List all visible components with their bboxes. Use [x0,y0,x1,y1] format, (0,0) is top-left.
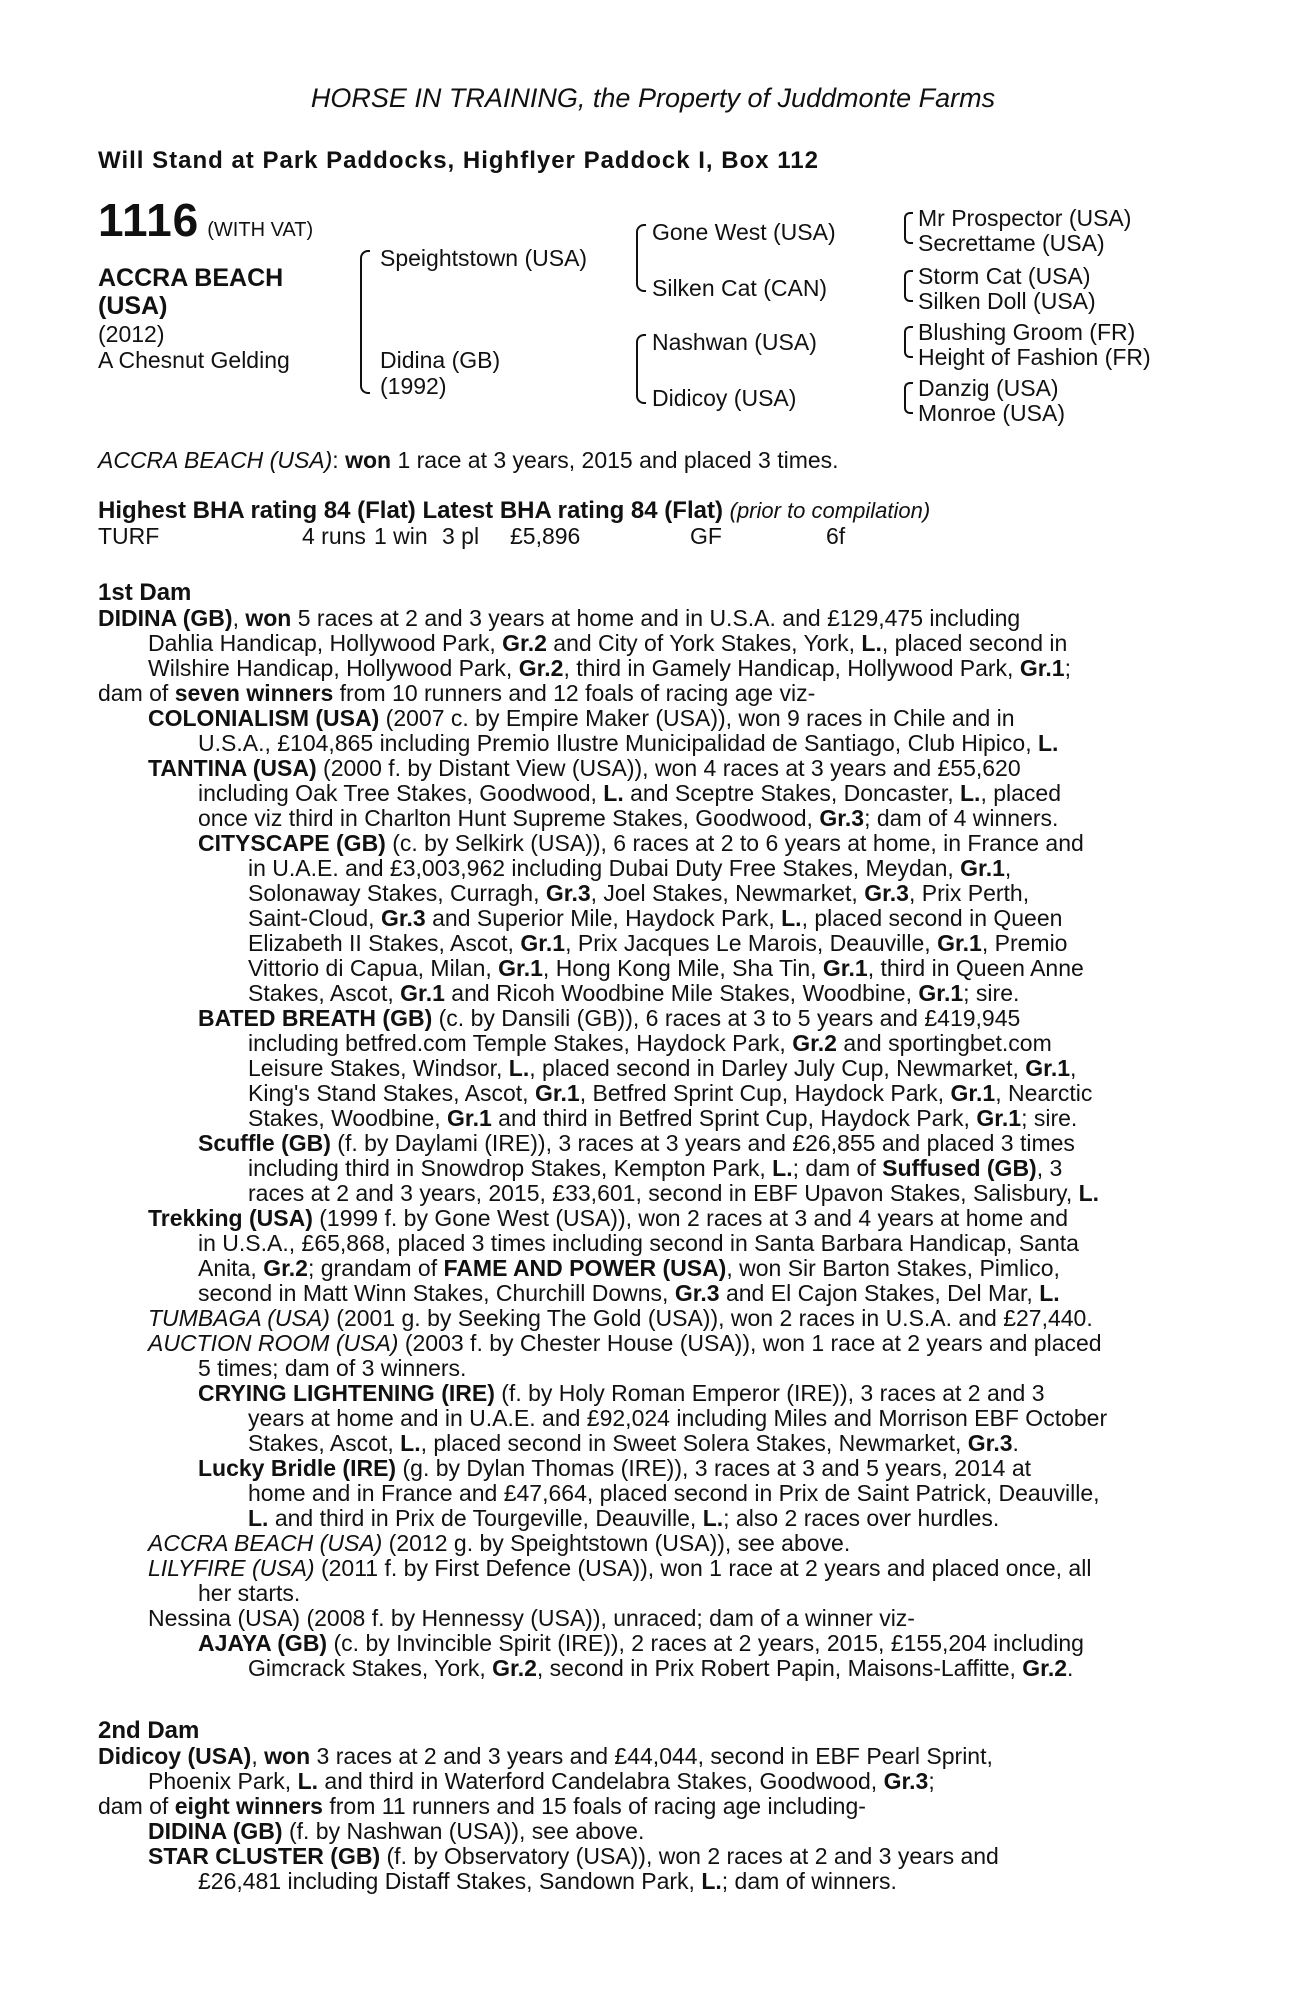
text-line: DIDINA (GB), won 5 races at 2 and 3 years at home and in U.S.A. and £129,475 including [98,605,1021,631]
text-line: home and in France and £47,664, placed second in Prix de Saint Patrick, Deauville, [248,1480,1100,1506]
pedigree-dss: Blushing Groom (FR) [918,319,1136,345]
text-line: Stakes, Ascot, Gr.1 and Ricoh Woodbine Mile Stakes, Woodbine, Gr.1; sire. [248,980,1020,1006]
pedigree-ds: Nashwan (USA) [652,329,817,355]
text-line: dam of seven winners from 10 runners and 12 foals of racing age viz- [98,680,816,706]
text-line: races at 2 and 3 years, 2015, £33,601, second in EBF Upavon Stakes, Salisbury, L. [248,1180,1100,1206]
pedigree-brace-4 [904,212,913,244]
pedigree-brace-3 [636,334,646,404]
text-line: Gimcrack Stakes, York, Gr.2, second in Prix Robert Papin, Maisons-Laffitte, Gr.2. [248,1655,1074,1681]
text-line: CITYSCAPE (GB) (c. by Selkirk (USA)), 6 races at 2 to 6 years at home, in France and [198,830,1084,856]
pedigree-brace-7 [904,382,913,414]
pedigree-brace-6 [904,326,913,358]
pedigree-dam-year: (1992) [380,373,447,399]
text-line: ACCRA BEACH (USA) (2012 g. by Speightstown (USA)), see above. [148,1530,851,1556]
race-summary: ACCRA BEACH (USA): won 1 race at 3 years, 2015 and placed 3 times. [98,447,839,473]
text-line: BATED BREATH (GB) (c. by Dansili (GB)), 6 races at 3 to 5 years and £419,945 [198,1005,1021,1031]
text-line: AUCTION ROOM (USA) (2003 f. by Chester House (USA)), won 1 race at 2 years and placed [148,1330,1102,1356]
text-line: Saint-Cloud, Gr.3 and Superior Mile, Haydock Park, L., placed second in Queen [248,905,1063,931]
lot-number: 1116 [98,194,200,246]
foaling-year: (2012) [98,321,165,347]
text-line: COLONIALISM (USA) (2007 c. by Empire Maker (USA)), won 9 races in Chile and in [148,705,1015,731]
bha-rating [98,498,930,523]
pedigree-sire: Speightstown (USA) [380,245,588,271]
text-line: including betfred.com Temple Stakes, Haydock Park, Gr.2 and sportingbet.com [248,1030,1052,1056]
text-line: Lucky Bridle (IRE) (g. by Dylan Thomas (IRE)), 3 races at 3 and 5 years, 2014 at [198,1455,1032,1481]
text-line: once viz third in Charlton Hunt Supreme Stakes, Goodwood, Gr.3; dam of 4 winners. [198,805,1059,831]
turf-wins: 1 win [374,523,428,549]
text-line: 5 times; dam of 3 winners. [198,1355,467,1381]
pedigree-brace-2 [636,224,646,292]
text-line: CRYING LIGHTENING (IRE) (f. by Holy Roman Emperor (IRE)), 3 races at 2 and 3 [198,1380,1045,1406]
text-line: second in Matt Winn Stakes, Churchill Downs, Gr.3 and El Cajon Stakes, Del Mar, L. [198,1280,1060,1306]
text-line: in U.A.E. and £3,003,962 including Dubai Duty Free Stakes, Meydan, Gr.1, [248,855,1012,881]
text-line: Anita, Gr.2; grandam of FAME AND POWER (USA), won Sir Barton Stakes, Pimlico, [198,1255,1060,1281]
text-line: Didicoy (USA), won 3 races at 2 and 3 years and £44,044, second in EBF Pearl Sprint, [98,1743,993,1769]
text-line: U.S.A., £104,865 including Premio Ilustre Municipalidad de Santiago, Club Hipico, L. [198,730,1059,756]
text-line: Phoenix Park, L. and third in Waterford Candelabra Stakes, Goodwood, Gr.3; [148,1768,935,1794]
pedigree-dsd: Height of Fashion (FR) [918,344,1151,370]
text-line: her starts. [198,1580,301,1606]
text-line: STAR CLUSTER (GB) (f. by Observatory (USA)), won 2 races at 2 and 3 years and [148,1843,999,1869]
text-line: Stakes, Ascot, L., placed second in Sweet Solera Stakes, Newmarket, Gr.3. [248,1430,1019,1456]
pedigree-brace-5 [904,270,913,302]
text-line: TUMBAGA (USA) (2001 g. by Seeking The Gold (USA)), won 2 races in U.S.A. and £27,440. [148,1305,1093,1331]
summary-text: 1 race at 3 years, 2015 and placed 3 times. [391,447,839,473]
text-line: Scuffle (GB) (f. by Daylami (IRE)), 3 races at 3 years and £26,855 and placed 3 times [198,1130,1075,1156]
second-dam-heading: 2nd Dam [98,1717,200,1744]
turf-runs: 4 runs [302,523,366,549]
first-dam-heading: 1st Dam [98,579,192,606]
pedigree-sdd: Silken Doll (USA) [918,288,1096,314]
summary-won: won [345,447,392,473]
text-line: Nessina (USA) (2008 f. by Hennessy (USA)), unraced; dam of a winner viz- [148,1605,915,1631]
text-line: LILYFIRE (USA) (2011 f. by First Defence (USA)), won 1 race at 2 years and placed once, all [148,1555,1092,1581]
turf-placed: 3 pl [442,523,480,549]
text-line: Vittorio di Capua, Milan, Gr.1, Hong Kong Mile, Sha Tin, Gr.1, third in Queen Anne [248,955,1084,981]
horse-name-line1: ACCRA BEACH [98,264,284,292]
turf-going: GF [690,523,722,549]
text-line: including third in Snowdrop Stakes, Kempton Park, L.; dam of Suffused (GB), 3 [248,1155,1063,1181]
horse-name [98,264,328,320]
vat-note: (WITH VAT) [207,219,314,241]
stand-location: Will Stand at Park Paddocks, Highflyer Paddock I, Box 112 [98,147,819,174]
pedigree-sds: Storm Cat (USA) [918,263,1091,289]
text-line: £26,481 including Distaff Stakes, Sandown Park, L.; dam of winners. [198,1868,897,1894]
text-line: Stakes, Woodbine, Gr.1 and third in Betfred Sprint Cup, Haydock Park, Gr.1; sire. [248,1105,1078,1131]
pedigree-brace-1 [360,250,370,394]
text-line: Trekking (USA) (1999 f. by Gone West (USA)), won 2 races at 3 and 4 years at home and [148,1205,1069,1231]
text-line: L. and third in Prix de Tourgeville, Deauville, L.; also 2 races over hurdles. [248,1505,1000,1531]
text-line: Elizabeth II Stakes, Ascot, Gr.1, Prix Jacques Le Marois, Deauville, Gr.1, Premio [248,930,1068,956]
page-title: HORSE IN TRAINING, the Property of Juddmonte Farms [310,83,996,113]
lot-number-block [98,194,314,246]
text-line: Wilshire Handicap, Hollywood Park, Gr.2, third in Gamely Handicap, Hollywood Park, Gr.1; [148,655,1071,681]
pedigree-sss: Mr Prospector (USA) [918,205,1132,231]
text-line: DIDINA (GB) (f. by Nashwan (USA)), see above. [148,1818,645,1844]
summary-horse-name: ACCRA BEACH (USA) [98,447,333,473]
text-line: in U.S.A., £65,868, placed 3 times including second in Santa Barbara Handicap, Santa [198,1230,1079,1256]
text-line: dam of eight winners from 11 runners and 15 foals of racing age including- [98,1793,866,1819]
pedigree-ss: Gone West (USA) [652,219,836,245]
text-line: years at home and in U.A.E. and £92,024 including Miles and Morrison EBF October [248,1405,1108,1431]
horse-description: A Chesnut Gelding [98,347,290,373]
text-line: Solonaway Stakes, Curragh, Gr.3, Joel Stakes, Newmarket, Gr.3, Prix Perth, [248,880,1030,906]
pedigree-ddd: Monroe (USA) [918,400,1065,426]
text-line: Dahlia Handicap, Hollywood Park, Gr.2 and City of York Stakes, York, L., placed second in [148,630,1068,656]
turf-distance: 6f [826,523,846,549]
turf-label: TURF [98,523,160,549]
pedigree-dam: Didina (GB) [380,347,501,373]
text-line: King's Stand Stakes, Ascot, Gr.1, Betfred Sprint Cup, Haydock Park, Gr.1, Nearctic [248,1080,1093,1106]
text-line: TANTINA (USA) (2000 f. by Distant View (USA)), won 4 races at 3 years and £55,620 [148,755,1021,781]
horse-name-line2: (USA) [98,292,168,320]
text-line: including Oak Tree Stakes, Goodwood, L. and Sceptre Stakes, Doncaster, L., placed [198,780,1062,806]
bha-rating-text: Highest BHA rating 84 (Flat) Latest BHA rating 84 (Flat) [98,497,723,524]
text-line: Leisure Stakes, Windsor, L., placed second in Darley July Cup, Newmarket, Gr.1, [248,1055,1077,1081]
pedigree-ssd: Secrettame (USA) [918,230,1105,256]
text-line: AJAYA (GB) (c. by Invincible Spirit (IRE)), 2 races at 2 years, 2015, £155,204 including [198,1630,1084,1656]
pedigree-dd: Didicoy (USA) [652,385,797,411]
pedigree-dds: Danzig (USA) [918,375,1059,401]
bha-rating-note: (prior to compilation) [729,498,931,523]
turf-prize-money: £5,896 [510,523,581,549]
pedigree-sd: Silken Cat (CAN) [652,275,828,301]
